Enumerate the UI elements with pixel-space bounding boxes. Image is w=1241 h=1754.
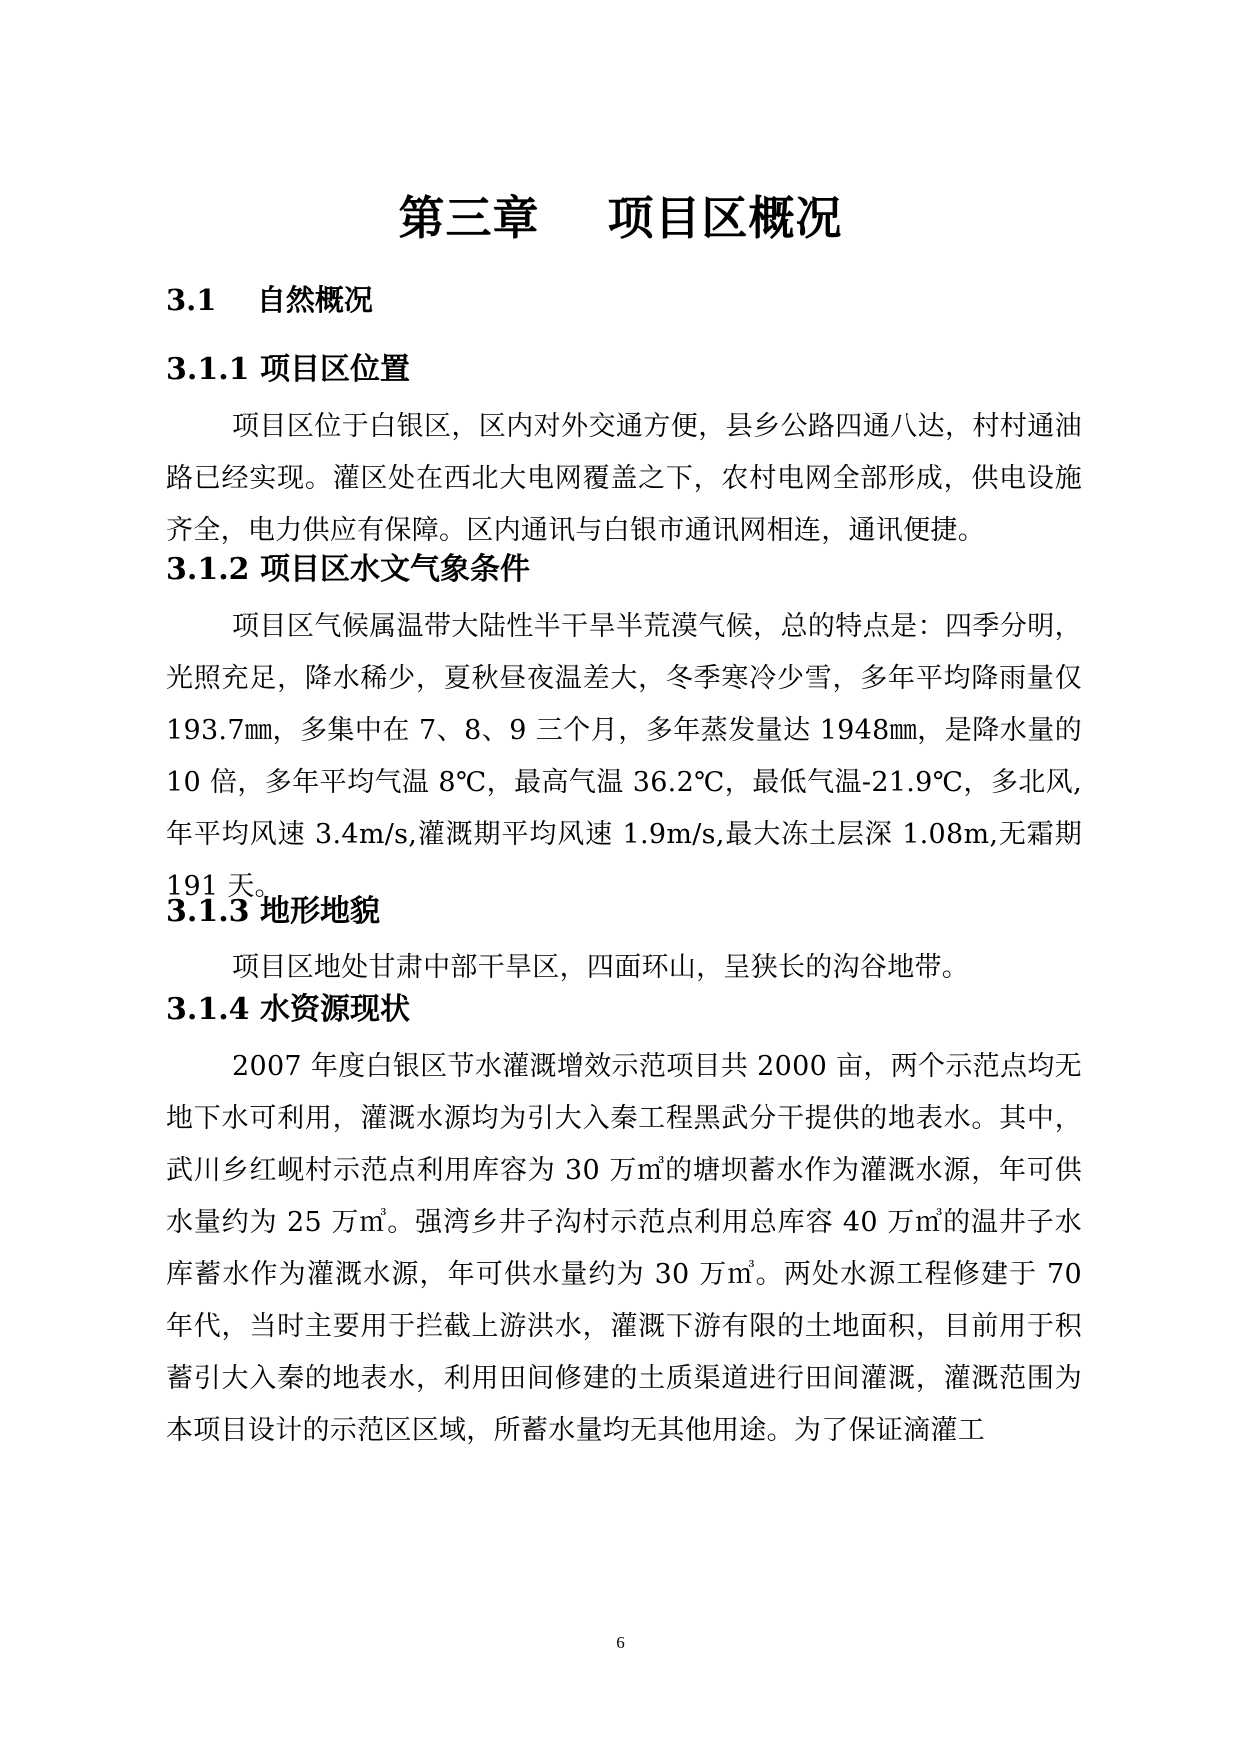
section-heading-climate: 3.1.2 项目区水文气象条件 — [166, 552, 530, 587]
paragraph-terrain: 项目区地处甘肃中部干旱区，四面环山，呈狭长的沟谷地带。 — [232, 952, 970, 983]
paragraph-water-resources: 2007 年度白银区节水灌溉增效示范项目共 2000 亩，两个示范点均无地下水可利用，灌溉水源均为引大入秦工程黑武分干提供的地表水。其中，武川乡红岘村示范点利用库容为 30 万㎥的塘坝蓄水作为灌溉水源，年可供水量约为 25 万㎥。强湾乡井子沟村示范点利用总库容 40 万㎥的温井子水库蓄水作为灌溉水源，年可供水量约为 30 万㎥。两处水源工程修建于 70 年代，当时主要用于拦截上游洪水，灌溉下游有限的土地面积，目前用于积蓄引大入秦的地表水，利用田间修建的土质渠道进行田间灌溉，灌溉范围为本项目设计的示范区区域，所蓄水量均无其他用途。为了保证滴灌工 — [166, 1051, 1082, 1446]
section-heading-terrain: 3.1.3 地形地貌 — [166, 894, 380, 929]
paragraph-location: 项目区位于白银区，区内对外交通方便，县乡公路四通八达，村村通油路已经实现。灌区处在西北大电网覆盖之下，农村电网全部形成，供电设施齐全，电力供应有保障。区内通讯与白银市通讯网相连，通讯便捷。 — [166, 411, 1082, 546]
paragraph-climate: 项目区气候属温带大陆性半干旱半荒漠气候，总的特点是：四季分明，光照充足，降水稀少，夏秋昼夜温差大，冬季寒冷少雪，多年平均降雨量仅 193.7㎜，多集中在 7、8、9 三个月，多年蒸发量达 1948㎜，是降水量的 10 倍，多年平均气温 8℃，最高气温 36.2℃，最低气温-21.9℃，多北风,年平均风速 3.4m/s,灌溉期平均风速 1.9m/s,最大冻土层深 1.08m,无霜期 191 天。 — [166, 611, 1082, 902]
page-number: 6 — [616, 1633, 625, 1652]
section-heading-natural-overview: 3.1 自然概况 — [166, 283, 373, 317]
chapter-title: 第三章 项目区概况 — [398, 191, 843, 245]
section-heading-location: 3.1.1 项目区位置 — [166, 352, 410, 387]
section-heading-water-resources: 3.1.4 水资源现状 — [166, 992, 410, 1027]
